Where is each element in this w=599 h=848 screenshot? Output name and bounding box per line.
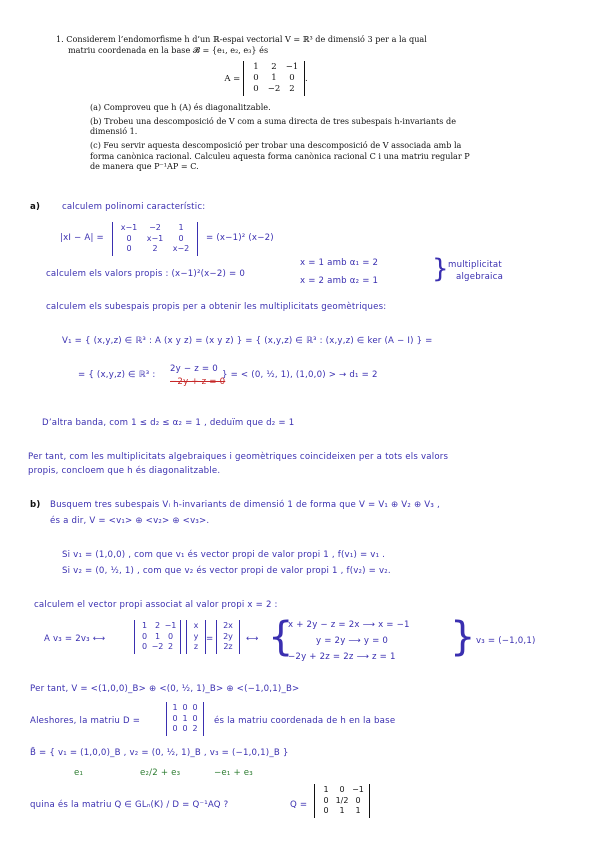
v1-statement: Si v₁ = (1,0,0) , com que v₁ és vector propi de valor propi 1 , f(v₁) = v₁ . — [62, 550, 386, 560]
av3-matrix-cell: −2 — [151, 642, 164, 651]
conclusion-2: propis, concloem que h és diagonalitzable. — [28, 466, 221, 476]
av3-matrix-cell: 2 — [167, 642, 174, 651]
equals-sign: = — [206, 634, 214, 644]
conclusion-1: Per tant, com les multiplicitats algebraiques i geomètriques coincideixen per a tots els valors — [28, 452, 449, 462]
xyz-cell: x — [193, 621, 199, 630]
green-note-3: −e₁ + e₃ — [214, 768, 253, 778]
answer-a-line1: calculem polinomi característic: — [62, 202, 206, 212]
det-matrix-cell: x−2 — [172, 244, 190, 253]
system-brace-close: } — [450, 614, 476, 660]
v2-statement: Si v₂ = (0, ½, 1) , com que v₂ és vector propi de valor propi 1 , f(v₂) = v₂. — [62, 566, 391, 576]
d-matrix-cell: 0 — [192, 713, 198, 723]
det-matrix-cell: x−1 — [146, 233, 164, 243]
d-matrix — [166, 702, 204, 736]
v1-line: V₁ = { (x,y,z) ∈ ℝ³ : A (x y z) = (x y z) } = { (x,y,z) ∈ ℝ³ : (x,y,z) ∈ ker (A − I) } = — [62, 336, 433, 346]
system-eq-2: y = 2y ⟶ y = 0 — [316, 636, 389, 646]
system-eq-1: x + 2y − z = 2x ⟶ x = −1 — [288, 620, 410, 630]
d-matrix-cell: 0 — [172, 724, 178, 733]
matrix-a-cell: 0 — [253, 73, 259, 84]
av3-matrix-cell: 1 — [154, 631, 161, 641]
q-matrix-cell: 1/2 — [335, 795, 349, 805]
det-matrix — [112, 222, 198, 256]
det-lhs: |xI − A| = — [60, 233, 104, 243]
answer-a-label: a) — [30, 202, 41, 212]
aleshores-text: Aleshores, la matriu D = — [30, 716, 141, 726]
d-matrix-cell: 0 — [192, 703, 198, 712]
answer-b-line2: és a dir, V = <v₁> ⊕ <v₂> ⊕ <v₃>. — [50, 516, 210, 526]
matrix-a-cell: 0 — [253, 84, 259, 95]
d-matrix-cell: 0 — [172, 713, 178, 723]
d-matrix-cell: 0 — [182, 724, 188, 733]
av3-matrix-cell: −1 — [164, 621, 177, 630]
q-label: Q = — [290, 800, 308, 810]
matrix-a-cell: 2 — [271, 62, 277, 73]
det-matrix-cell: −2 — [149, 223, 161, 232]
two-xyz-cell: 2y — [223, 631, 233, 641]
q-matrix-cell: 0 — [339, 785, 345, 794]
eigen-1: x = 1 amb α₁ = 2 — [300, 258, 379, 268]
intro-line-1: 1. Considerem l’endomorfisme h d’un ℝ-espai vectorial V = ℝ³ de dimensió 3 per a la qual — [56, 34, 427, 44]
matrix-a-line: A = 1 2 −1 0 1 0 0 −2 2 . — [224, 62, 308, 95]
av3-matrix — [134, 620, 181, 654]
pertant-line: Per tant, V = <(1,0,0)_B> ⊕ <(0, ½, 1)_B> ⊕ <(−1,0,1)_B> — [30, 684, 300, 694]
v1b-rhs: } = < (0, ½, 1), (1,0,0) > → d₁ = 2 — [222, 370, 378, 380]
system-brace: { — [268, 614, 294, 660]
quina-line: quina és la matriu Q ∈ GLₙ(K) / D = Q⁻¹AQ ? — [30, 800, 229, 810]
matrix-a-cell: 1 — [253, 62, 259, 73]
mult-label-1: multiplicitat — [448, 260, 502, 270]
mult-label-2: algebraica — [456, 272, 504, 282]
v3-title: calculem el vector propi associat al valor propi x = 2 : — [34, 600, 278, 610]
q-matrix-cell: −1 — [352, 785, 364, 794]
bbar-line: B̄ = { v₁ = (1,0,0)_B , v₂ = (0, ½, 1)_B , v₃ = (−1,0,1)_B } — [30, 748, 289, 758]
det-rhs: = (x−1)² (x−2) — [206, 233, 274, 243]
d-matrix-cell: 0 — [182, 703, 188, 712]
xyz-vector — [186, 620, 206, 654]
matrix-a-cell: −2 — [267, 84, 281, 95]
det-matrix-cell: 1 — [178, 223, 184, 232]
d-matrix-cell: 1 — [182, 713, 188, 723]
aleshores-tail: és la matriu coordenada de h en la base — [214, 716, 396, 726]
green-note-2: e₂/2 + e₃ — [140, 768, 181, 778]
eigen-text: calculem els valors propis : (x−1)²(x−2) = 0 — [46, 269, 245, 279]
v3-result: v₃ = (−1,0,1) — [476, 636, 536, 646]
q-matrix-cell: 0 — [355, 795, 361, 805]
v1b-lhs: = { (x,y,z) ∈ ℝ³ : — [78, 370, 156, 380]
part-c: (c) Feu servir aquesta descomposició per trobar una descomposició de V associada amb la forma canònica racional. Calculeu aquesta forma canònica racional C i una matriu regular P de manera que P⁻¹AP = C. — [90, 139, 470, 172]
system-eq-3: −2y + 2z = 2z ⟶ z = 1 — [288, 652, 396, 662]
det-matrix-cell: 0 — [178, 233, 184, 243]
equiv-arrow: ⟷ — [246, 634, 259, 644]
v1b-eq1: 2y − z = 0 — [170, 364, 218, 374]
green-note-1: e₁ — [74, 768, 84, 778]
matrix-a-cell: 0 — [289, 73, 295, 84]
av3-matrix-cell: 2 — [154, 621, 161, 630]
det-matrix-cell: x−1 — [120, 223, 138, 232]
matrix-a — [243, 61, 305, 96]
d-matrix-cell: 1 — [172, 703, 178, 712]
two-xyz-vector — [216, 620, 240, 654]
answer-b-line1: Busquem tres subespais Vᵢ h-invariants de dimensió 1 de forma que V = V₁ ⊕ V₂ ⊕ V₃ , — [50, 500, 440, 510]
two-xyz-cell: 2x — [223, 621, 233, 630]
det-matrix-cell: 0 — [126, 244, 132, 253]
answer-b-label: b) — [30, 500, 41, 510]
d2-line: D’altra banda, com 1 ≤ d₂ ≤ α₂ = 1 , deduïm que d₂ = 1 — [42, 418, 295, 428]
xyz-cell: z — [193, 642, 199, 651]
two-xyz-cell: 2z — [223, 642, 233, 651]
matrix-a-cell: 2 — [289, 84, 295, 95]
av3-lhs: A v₃ = 2v₃ ⟷ — [44, 634, 106, 644]
q-matrix-cell: 1 — [355, 806, 361, 815]
av3-matrix-cell: 1 — [141, 621, 148, 630]
part-b: (b) Trobeu una descomposició de V com a suma directa de tres subespais h-invariants de dimensió 1. — [90, 115, 457, 137]
xyz-cell: y — [193, 631, 199, 641]
matrix-a-label: A = — [224, 74, 241, 85]
det-matrix-cell: 0 — [126, 233, 132, 243]
q-matrix-cell: 1 — [339, 806, 345, 815]
matrix-a-cell: −1 — [285, 62, 299, 73]
intro-line-2: matriu coordenada en la base 𝓑 = {e₁, e₂, e₃} és — [68, 44, 269, 55]
av3-matrix-cell: 0 — [167, 631, 174, 641]
q-matrix — [314, 784, 370, 818]
det-matrix-cell: 2 — [152, 244, 158, 253]
part-a: (a) Comproveu que h (A) és diagonalitzable. — [90, 102, 271, 113]
brace-right: } — [432, 254, 449, 284]
q-matrix-cell: 1 — [323, 785, 329, 794]
q-matrix-cell: 0 — [323, 806, 329, 815]
d-matrix-cell: 2 — [192, 724, 198, 733]
eigen-2: x = 2 amb α₂ = 1 — [300, 276, 379, 286]
problem-statement — [56, 34, 476, 172]
v1b-eq2-struck: −2y + z = 0 — [170, 377, 226, 387]
geom-line: calculem els subespais propis per a obtenir les multiplicitats geomètriques: — [46, 302, 387, 312]
av3-matrix-cell: 0 — [141, 631, 148, 641]
av3-matrix-cell: 0 — [141, 642, 148, 651]
matrix-a-cell: 1 — [271, 73, 277, 84]
q-matrix-cell: 0 — [323, 795, 329, 805]
